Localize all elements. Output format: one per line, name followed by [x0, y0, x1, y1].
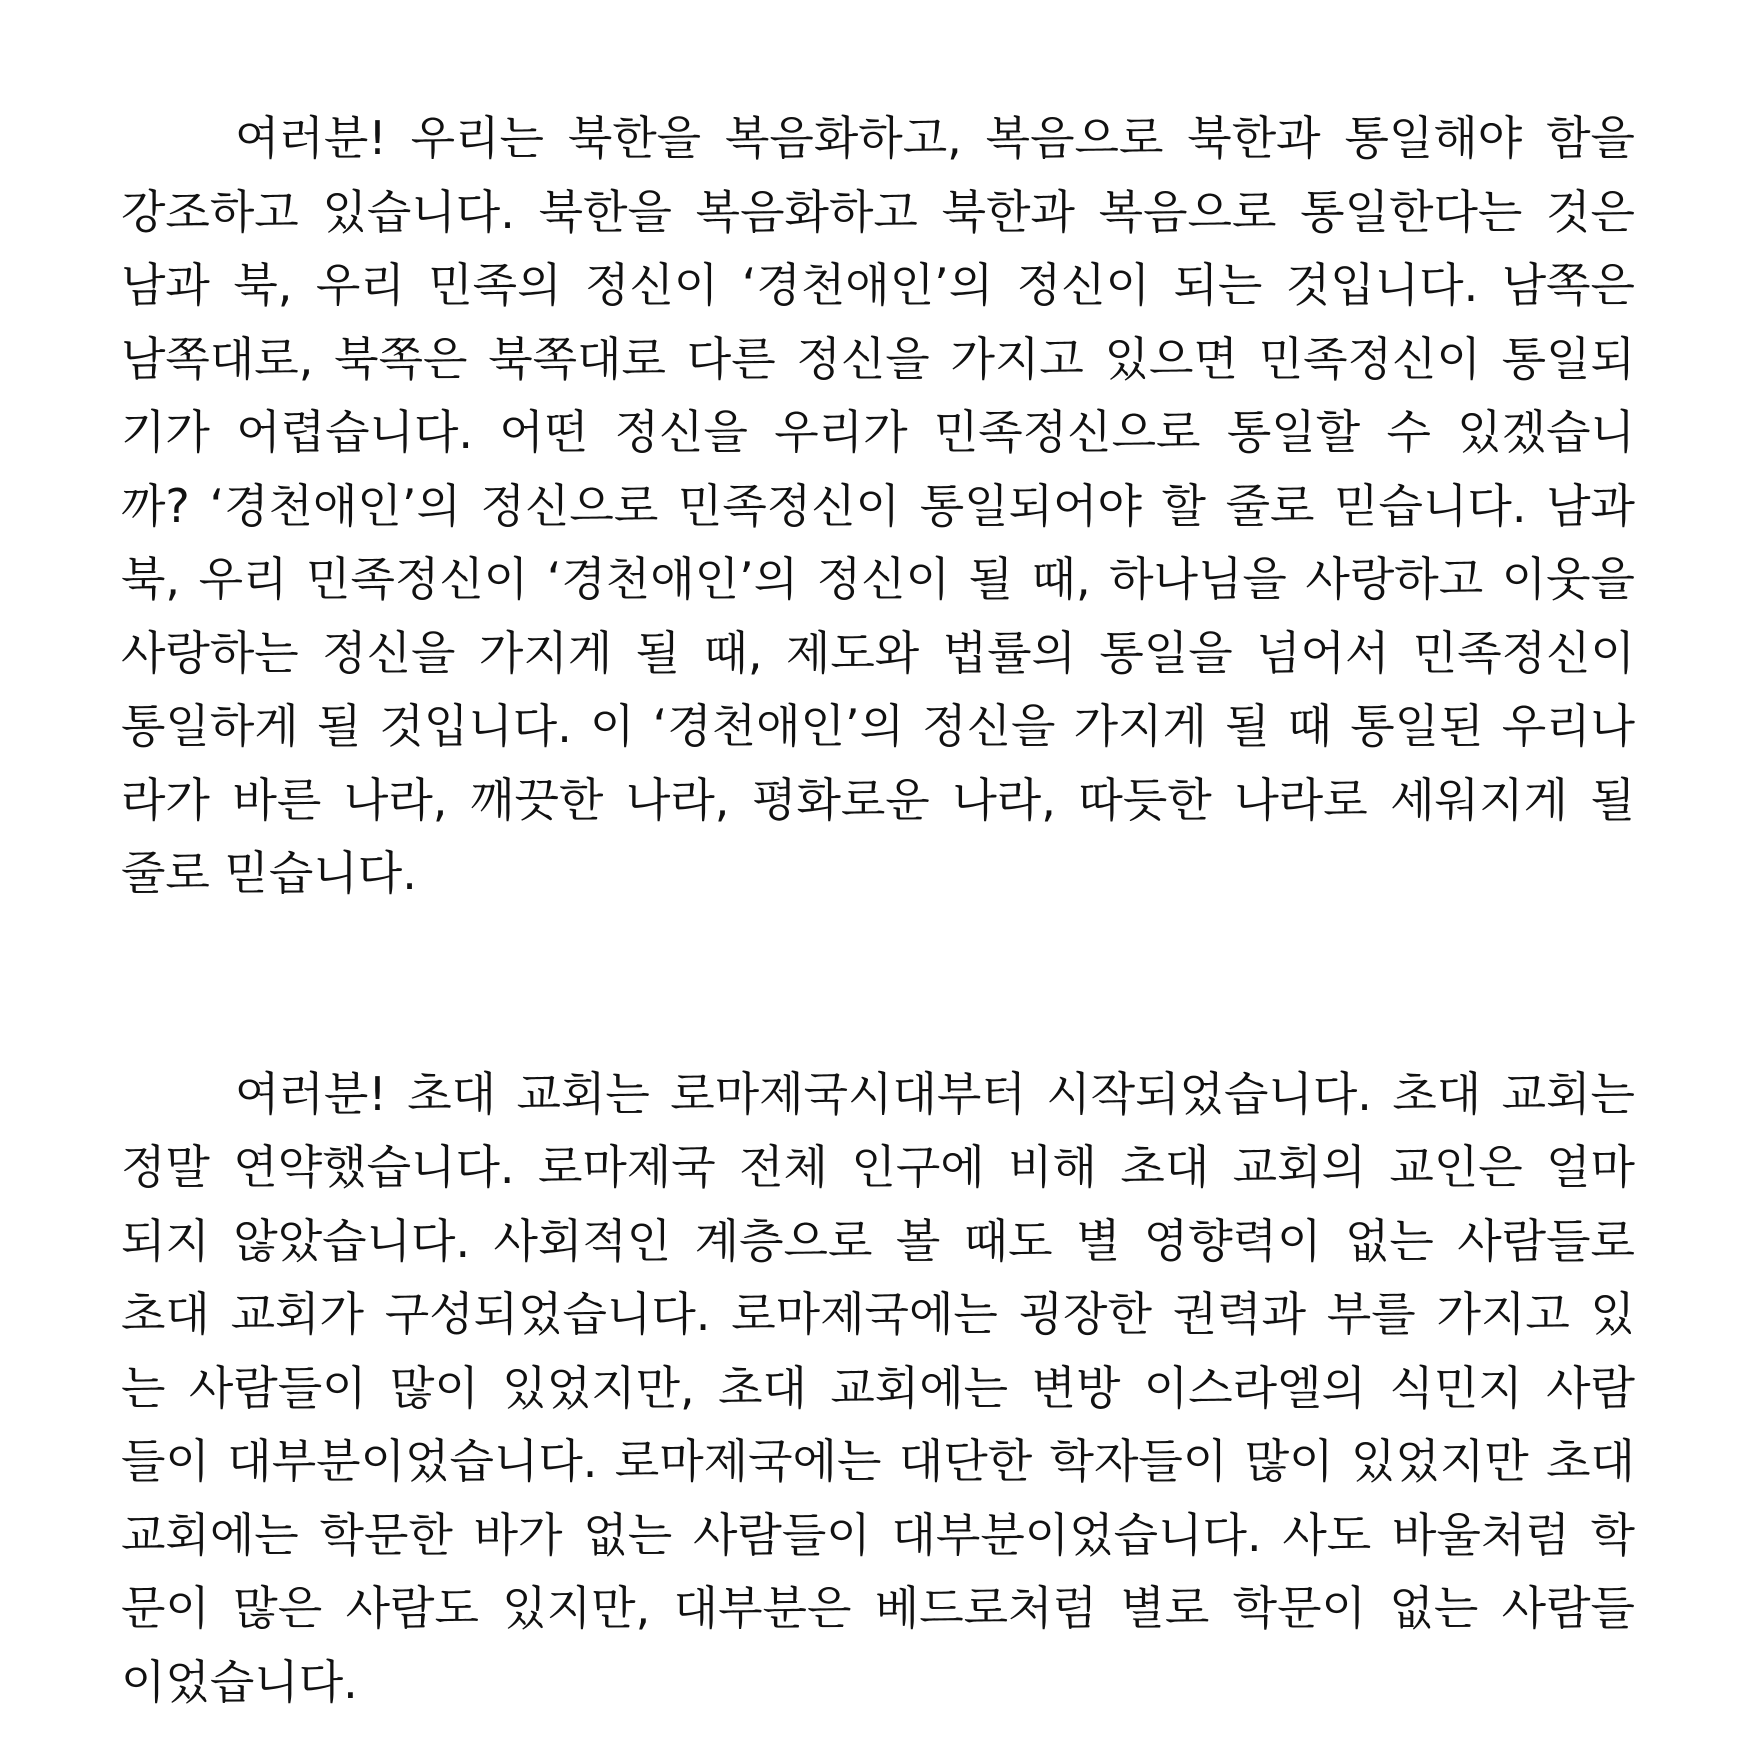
- text-line: 여러분! 우리는 북한을 복음화하고, 복음으로 북한과 통일해야 함을: [235, 111, 1635, 165]
- text-line: 강조하고 있습니다. 북한을 복음화하고 북한과 복음으로 통일한다는 것은: [121, 184, 1635, 239]
- text-line: 교회에는 학문한 바가 없는 사람들이 대부분이었습니다. 사도 바울처럼 학: [121, 1507, 1635, 1562]
- text-line: 정말 연약했습니다. 로마제국 전체 인구에 비해 초대 교회의 교인은 얼마: [121, 1140, 1635, 1194]
- text-line: 이었습니다.: [121, 1654, 358, 1709]
- text-line: 들이 대부분이었습니다. 로마제국에는 대단한 학자들이 많이 있었지만 초대: [121, 1434, 1635, 1488]
- text-line: 줄로 믿습니다.: [121, 846, 417, 900]
- paragraph-spacer: [121, 911, 1635, 1058]
- document-body: [121, 102, 1635, 1719]
- text-line: 까? ‘경천애인’의 정신으로 민족정신이 통일되어야 할 줄로 믿습니다. 남과: [121, 478, 1635, 533]
- paragraph-2: [121, 1058, 1635, 1720]
- text-line: 사랑하는 정신을 가지게 될 때, 제도와 법률의 통일을 넘어서 민족정신이: [121, 625, 1635, 680]
- text-line: 는 사람들이 많이 있었지만, 초대 교회에는 변방 이스라엘의 식민지 사람: [121, 1360, 1635, 1415]
- text-line: 기가 어렵습니다. 어떤 정신을 우리가 민족정신으로 통일할 수 있겠습니: [121, 405, 1635, 459]
- text-line: 초대 교회가 구성되었습니다. 로마제국에는 굉장한 권력과 부를 가지고 있: [121, 1287, 1635, 1341]
- text-line: 라가 바른 나라, 깨끗한 나라, 평화로운 나라, 따듯한 나라로 세워지게 될: [121, 772, 1635, 827]
- text-line: 통일하게 될 것입니다. 이 ‘경천애인’의 정신을 가지게 될 때 통일된 우리나: [121, 699, 1635, 753]
- text-line: 남쪽대로, 북쪽은 북쪽대로 다른 정신을 가지고 있으면 민족정신이 통일되: [121, 331, 1635, 386]
- text-line: 되지 않았습니다. 사회적인 계층으로 볼 때도 별 영향력이 없는 사람들로: [121, 1213, 1635, 1268]
- text-line: 문이 많은 사람도 있지만, 대부분은 베드로처럼 별로 학문이 없는 사람들: [121, 1581, 1635, 1635]
- text-line: 북, 우리 민족정신이 ‘경천애인’의 정신이 될 때, 하나님을 사랑하고 이웃을: [121, 552, 1635, 606]
- paragraph-1: [121, 102, 1635, 911]
- text-line: 남과 북, 우리 민족의 정신이 ‘경천애인’의 정신이 되는 것입니다. 남쪽은: [121, 258, 1635, 312]
- text-line: 여러분! 초대 교회는 로마제국시대부터 시작되었습니다. 초대 교회는: [235, 1066, 1635, 1121]
